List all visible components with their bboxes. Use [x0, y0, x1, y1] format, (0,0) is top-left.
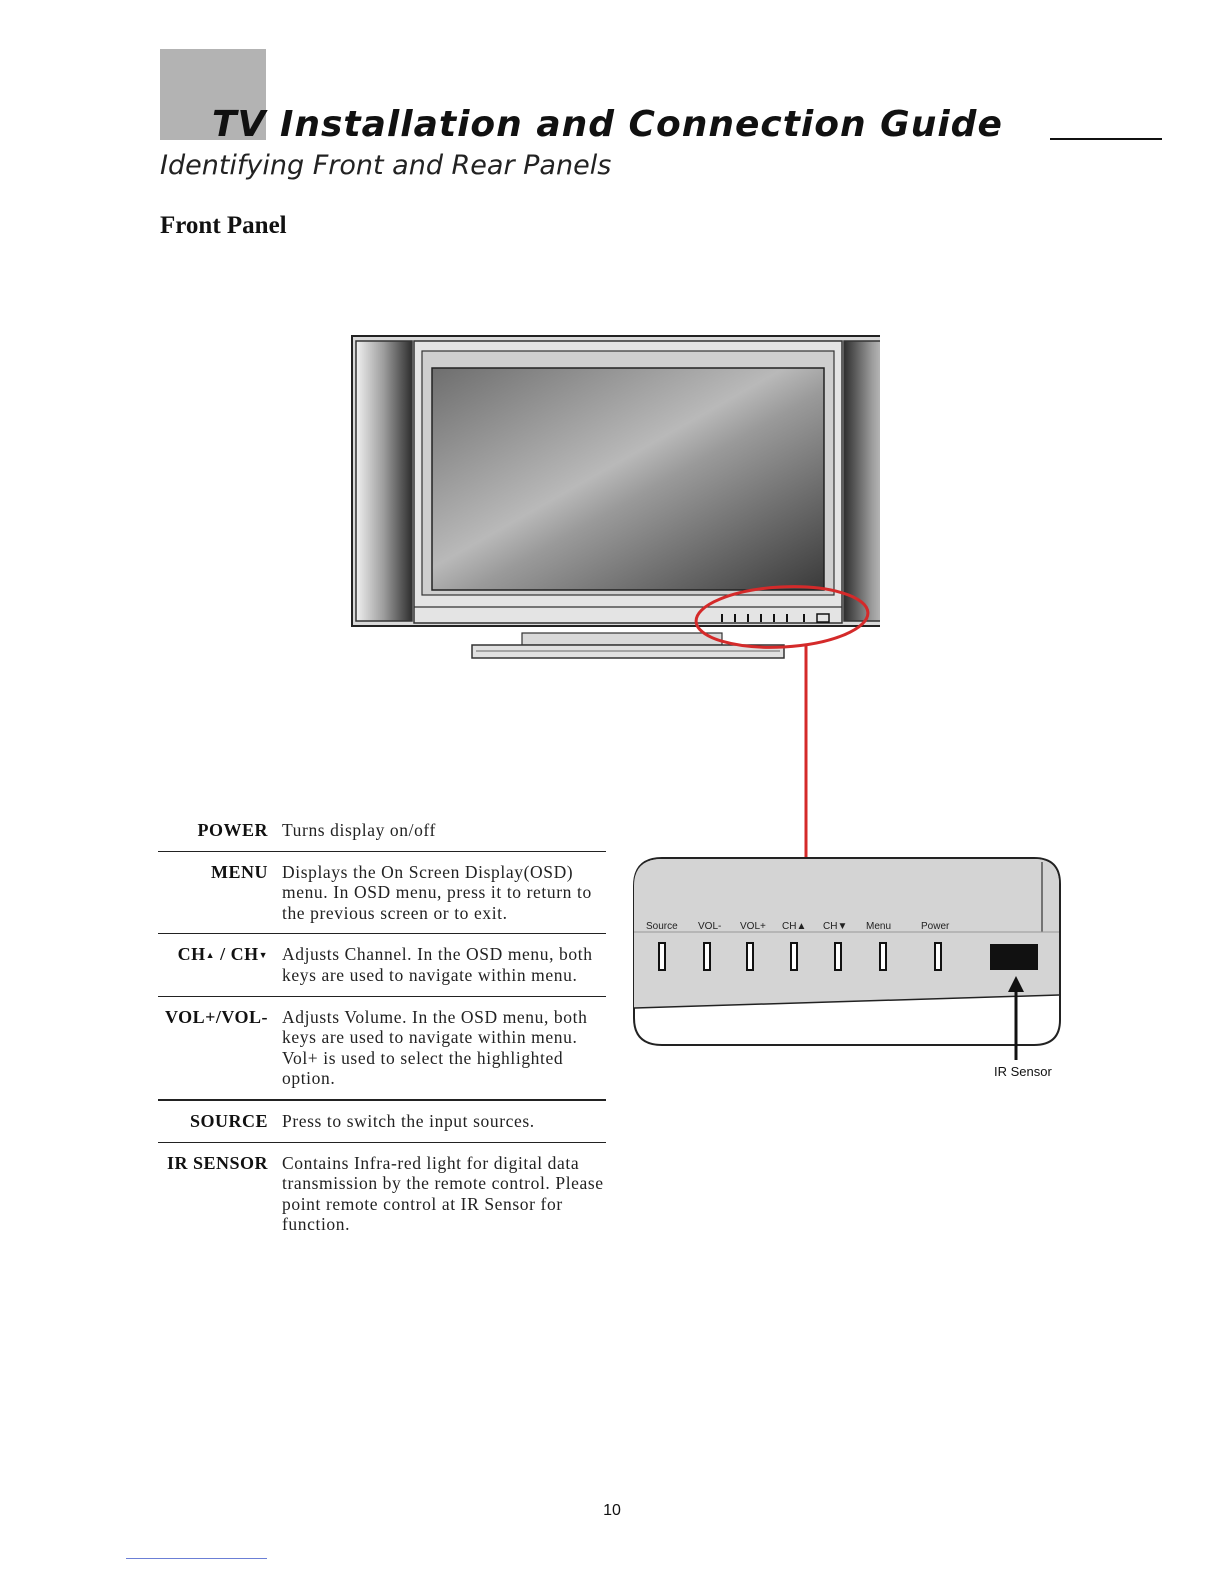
- term-menu: MENU: [211, 861, 268, 882]
- triangle-down-icon: ▼: [258, 950, 268, 961]
- description-row-ir-sensor: [158, 1142, 606, 1245]
- power-button: [935, 943, 941, 970]
- term-channel-ch: CH: [177, 944, 206, 965]
- term-volume: VOL+/VOL-: [164, 1006, 268, 1027]
- closeup-panel-face: [634, 859, 1059, 1008]
- menu-button: [880, 943, 886, 970]
- label-vol-plus: VOL+: [740, 921, 766, 932]
- ir-sensor-window: [990, 944, 1038, 970]
- ch-down-button: [835, 943, 841, 970]
- page-subtitle: Identifying Front and Rear Panels: [160, 150, 612, 181]
- label-power: Power: [921, 921, 950, 932]
- description-row-source: [158, 1099, 606, 1142]
- source-button: [659, 943, 665, 970]
- definition-source: Press to switch the input sources.: [282, 1110, 535, 1131]
- description-row-volume: [158, 996, 606, 1099]
- term-ir-sensor: IR SENSOR: [166, 1152, 268, 1173]
- label-ch-down: CH▼: [823, 921, 848, 932]
- term-source: SOURCE: [189, 1110, 268, 1131]
- term-power: POWER: [197, 820, 268, 840]
- label-ch-up: CH▲: [782, 921, 807, 932]
- triangle-up-icon: ▲: [205, 950, 216, 961]
- tv-screen: [432, 368, 824, 590]
- vol-plus-button: [747, 943, 753, 970]
- definition-ir-sensor: Contains Infra-red light for digital data transmission by the remote control. Please point remote control at IR Sensor for function.: [282, 1152, 604, 1235]
- page-number: 10: [603, 1502, 621, 1519]
- label-menu: Menu: [866, 921, 892, 932]
- callout-ellipse: [695, 583, 870, 652]
- definition-volume: Adjusts Volume. In the OSD menu, both keys are used to navigate within menu. Vol+ is used to select the highlighted option.: [282, 1006, 588, 1089]
- section-heading: Front Panel: [160, 212, 287, 239]
- button-description-table: [158, 820, 606, 1245]
- term-channel: [158, 944, 282, 989]
- description-row-channel: [158, 933, 606, 995]
- vol-minus-button: [704, 943, 710, 970]
- label-source: Source: [646, 921, 678, 932]
- page-title: TV Installation and Connection Guide: [212, 104, 1003, 145]
- left-speaker: [356, 341, 412, 621]
- term-channel-sep: / CH: [215, 944, 259, 965]
- definition-channel: Adjusts Channel. In the OSD menu, both keys are used to navigate within menu.: [282, 944, 593, 985]
- callout-graphic: [632, 580, 1072, 1060]
- definition-menu: Displays the On Screen Display(OSD) menu. In OSD menu, press it to return to the previous screen or to exit.: [282, 861, 592, 923]
- ch-up-button: [791, 943, 797, 970]
- description-row-menu: [158, 851, 606, 934]
- ir-sensor-label: IR Sensor: [994, 1064, 1052, 1079]
- description-row-power: [158, 820, 606, 851]
- title-rule: [1050, 138, 1162, 140]
- definition-power: Turns display on/off: [282, 820, 436, 840]
- right-speaker: [844, 341, 880, 621]
- label-vol-minus: VOL-: [698, 921, 722, 932]
- footer-line: [126, 1558, 267, 1559]
